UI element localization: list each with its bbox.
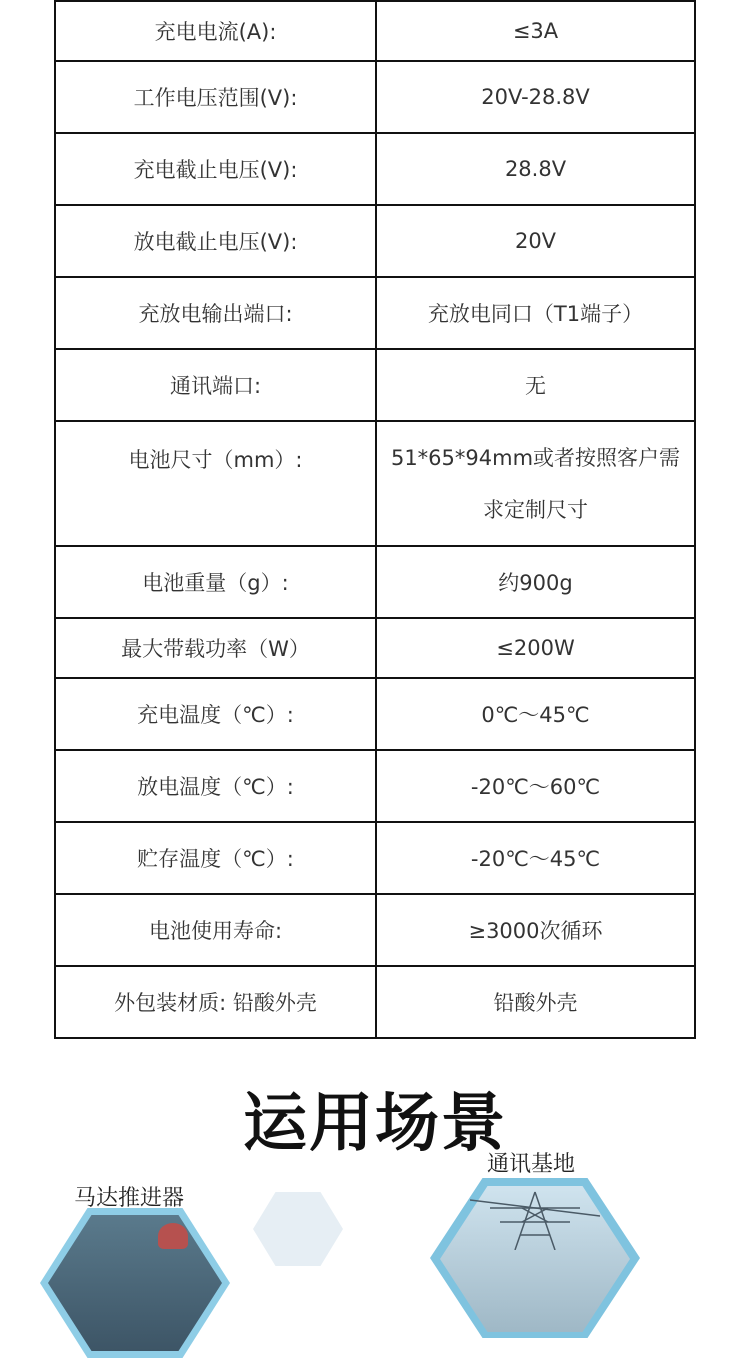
spec-value: 0℃～45℃: [376, 678, 695, 750]
spec-value: 20V-28.8V: [376, 61, 695, 133]
table-row: [55, 750, 695, 822]
table-row: [55, 61, 695, 133]
spec-value: -20℃～45℃: [376, 822, 695, 894]
table-row: [55, 618, 695, 678]
spec-value: 无: [376, 349, 695, 421]
person-cap-icon: [158, 1223, 188, 1249]
comm-scene-label: 通讯基地: [487, 1152, 576, 1177]
spec-value: 51*65*94mm或者按照客户需求定制尺寸: [376, 421, 695, 546]
spec-label: 电池尺寸（mm）:: [55, 421, 376, 546]
spec-label: 外包装材质: 铅酸外壳: [55, 966, 376, 1038]
power-tower-icon: [470, 1190, 600, 1250]
table-row: [55, 894, 695, 966]
table-row: [55, 546, 695, 618]
spec-value: 20V: [376, 205, 695, 277]
spec-label: 充电截止电压(V):: [55, 133, 376, 205]
spec-label: 电池重量（g）:: [55, 546, 376, 618]
table-row: [55, 205, 695, 277]
table-row: [55, 133, 695, 205]
spec-label: 贮存温度（℃）:: [55, 822, 376, 894]
table-row: [55, 349, 695, 421]
spec-value: ≥3000次循环: [376, 894, 695, 966]
spec-label: 最大带载功率（W）: [55, 618, 376, 678]
spec-value: ≤200W: [376, 618, 695, 678]
table-row: [55, 822, 695, 894]
spec-label: 充电电流(A):: [55, 1, 376, 61]
spec-label: 电池使用寿命:: [55, 894, 376, 966]
section-title: 运用场景: [243, 1087, 507, 1161]
table-row: [55, 421, 695, 546]
motor-scene-label: 马达推进器: [74, 1186, 185, 1211]
table-row: [55, 678, 695, 750]
table-row: [55, 966, 695, 1038]
spec-value: -20℃～60℃: [376, 750, 695, 822]
spec-label: 放电截止电压(V):: [55, 205, 376, 277]
decorative-hexagon: [253, 1192, 343, 1266]
spec-label: 工作电压范围(V):: [55, 61, 376, 133]
spec-value: 约900g: [376, 546, 695, 618]
spec-label: 放电温度（℃）:: [55, 750, 376, 822]
table-row: [55, 1, 695, 61]
spec-value: 铅酸外壳: [376, 966, 695, 1038]
spec-table: [54, 0, 696, 1039]
spec-label: 通讯端口:: [55, 349, 376, 421]
spec-value: 28.8V: [376, 133, 695, 205]
spec-label: 充电温度（℃）:: [55, 678, 376, 750]
spec-value: 充放电同口（T1端子）: [376, 277, 695, 349]
spec-value: ≤3A: [376, 1, 695, 61]
spec-label: 充放电输出端口:: [55, 277, 376, 349]
table-row: [55, 277, 695, 349]
